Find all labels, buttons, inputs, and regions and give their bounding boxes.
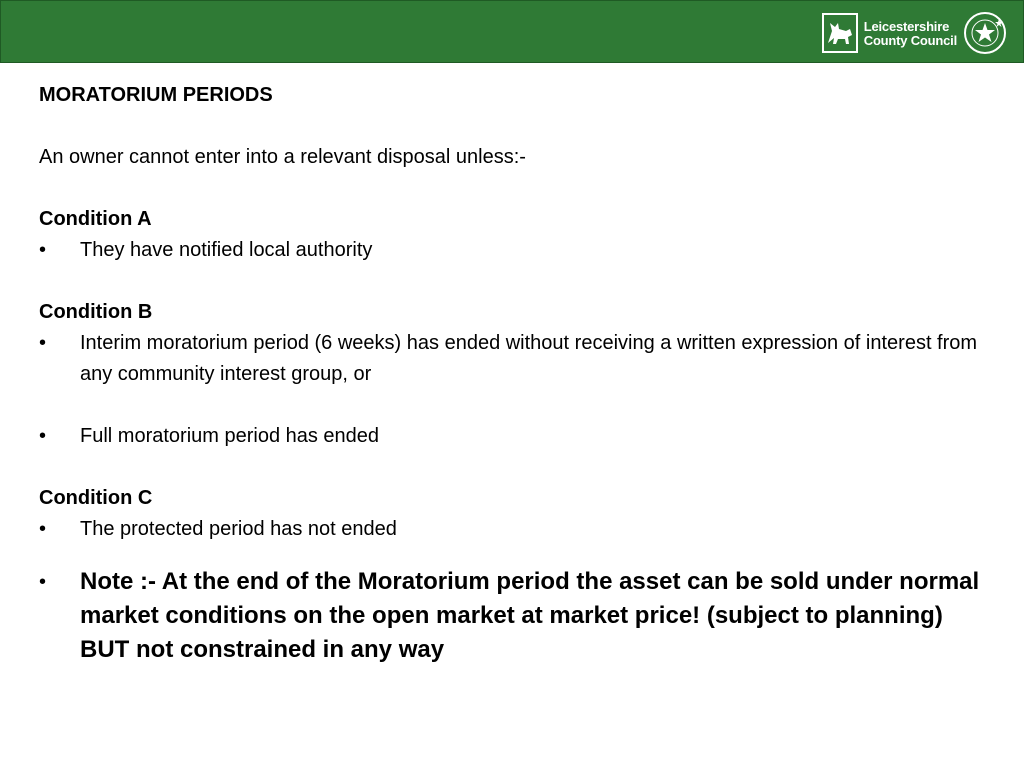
bullet-item <box>39 235 989 266</box>
fox-logo-icon <box>822 13 858 53</box>
brand-line-2: County Council <box>863 32 957 48</box>
condition-b-heading: Condition B <box>39 301 153 323</box>
bullet-item <box>39 328 989 390</box>
bullet-marker: • <box>39 332 47 354</box>
condition-c-heading: Condition C <box>39 487 153 509</box>
bullet-text: Interim moratorium period (6 weeks) has ended without receiving a written expression of interest from any community interest group, or <box>80 332 978 385</box>
bullet-text: They have notified local authority <box>80 239 373 261</box>
note-text: Note :- At the end of the Moratorium period the asset can be sold under normal market conditions on the open market at market price! (subject to planning) BUT not constrained in any way <box>80 568 980 663</box>
condition-a-heading: Condition A <box>39 208 152 230</box>
note-bullet <box>39 565 989 667</box>
bullet-marker: • <box>39 518 47 540</box>
slide-title: MORATORIUM PERIODS <box>39 84 273 106</box>
bullet-text: Full moratorium period has ended <box>80 425 380 447</box>
brand-line-1: Leicestershire <box>863 18 950 34</box>
bullet-marker: • <box>39 571 47 593</box>
rated-a-council-seal-icon <box>963 11 1007 55</box>
intro-text: An owner cannot enter into a relevant disposal unless:- <box>39 146 526 168</box>
slide-body <box>39 80 989 667</box>
bullet-item <box>39 514 989 545</box>
header-bar <box>0 0 1024 63</box>
bullet-text: The protected period has not ended <box>80 518 397 540</box>
council-logo <box>822 11 1007 55</box>
bullet-marker: • <box>39 425 47 447</box>
council-wordmark <box>864 19 957 48</box>
bullet-marker: • <box>39 239 47 261</box>
bullet-item <box>39 421 989 452</box>
